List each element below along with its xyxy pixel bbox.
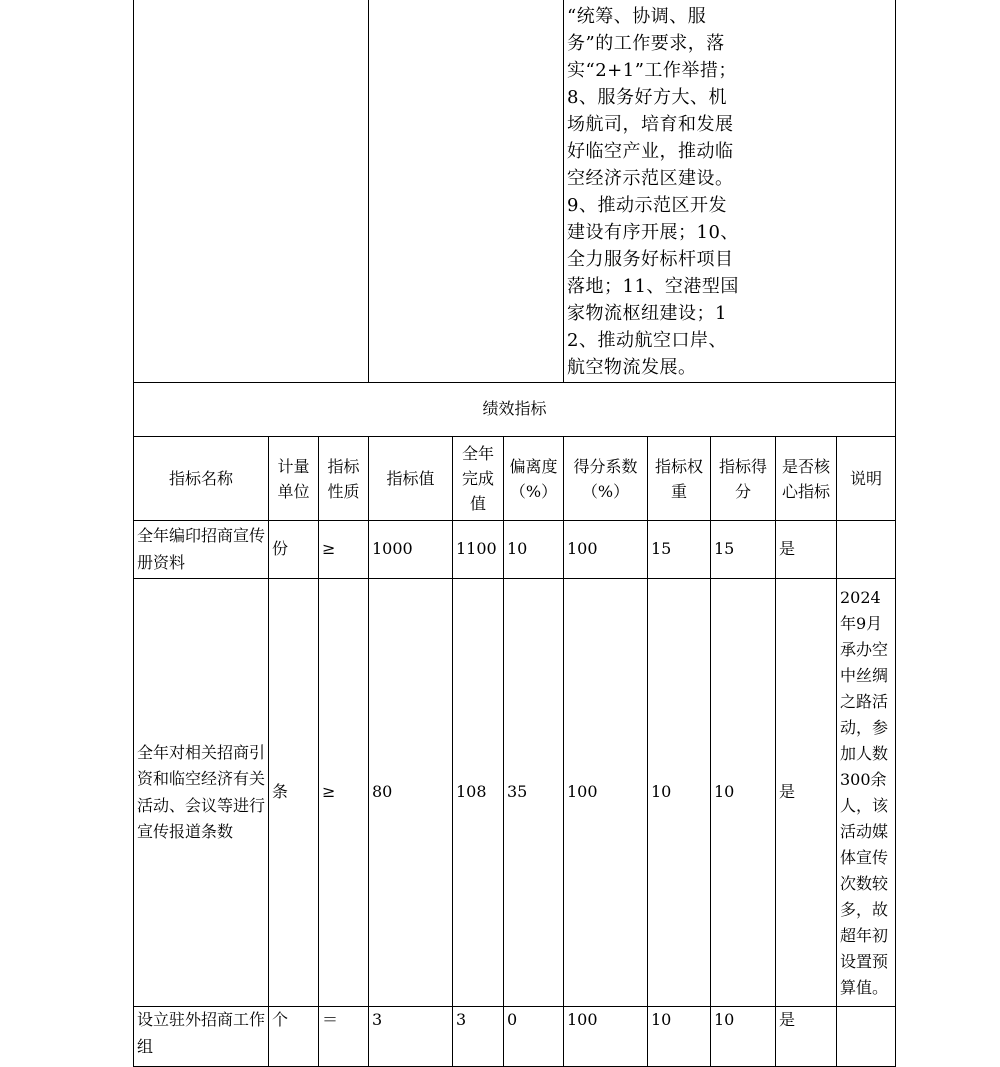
header-name: 指标名称 [134,437,269,521]
performance-table [133,0,896,1067]
section-title: 绩效指标 [134,383,896,437]
cell-score: 10 [711,1007,776,1067]
cell-coefficient: 100 [564,1007,648,1067]
header-row [134,437,896,521]
note-text: 2024年9月承办空中丝绸之路活动，参加人数300余人，该活动媒体宣传次数较多，故超年初设置预算值。 [840,587,889,997]
header-target: 指标值 [369,437,453,521]
header-actual: 全年完成值 [453,437,504,521]
cell-score: 10 [711,579,776,1007]
top-row-cell-2 [369,0,564,383]
cell-weight: 10 [648,1007,711,1067]
table-row [134,579,896,1007]
header-unit: 计量单位 [269,437,319,521]
cell-weight: 15 [648,521,711,579]
cell-core: 是 [776,1007,837,1067]
cell-unit: 份 [269,521,319,579]
header-deviation: 偏离度（%） [504,437,564,521]
cell-note [837,521,896,579]
cell-core: 是 [776,579,837,1007]
cell-score: 15 [711,521,776,579]
cell-name: 全年对相关招商引资和临空经济有关活动、会议等进行宣传报道条数 [134,579,269,1007]
cell-name: 全年编印招商宣传册资料 [134,521,269,579]
header-core: 是否核心指标 [776,437,837,521]
header-coefficient: 得分系数（%） [564,437,648,521]
cell-note [837,1007,896,1067]
top-row-text: “统筹、协调、服务”的工作要求，落实“2+1”工作举措；8、服务好方大、机场航司，培育和发展好临空产业，推动临空经济示范区建设。9、推动示范区开发建设有序开展；10、全力服务好标杆项目落地；11、空港型国家物流枢纽建设；12、推动航空口岸、航空物流发展。 [567,5,739,378]
cell-unit: 条 [269,579,319,1007]
header-weight: 指标权重 [648,437,711,521]
cell-nature: ≥ [319,579,369,1007]
cell-deviation: 35 [504,579,564,1007]
cell-actual: 108 [453,579,504,1007]
cell-actual: 3 [453,1007,504,1067]
header-score: 指标得分 [711,437,776,521]
cell-coefficient: 100 [564,521,648,579]
table-row [134,521,896,579]
performance-table-sheet [133,0,896,1067]
cell-target: 1000 [369,521,453,579]
cell-name: 设立驻外招商工作组 [134,1007,269,1067]
cell-actual: 1100 [453,521,504,579]
table-row [134,1007,896,1067]
cell-deviation: 0 [504,1007,564,1067]
header-nature: 指标性质 [319,437,369,521]
cell-nature: ≥ [319,521,369,579]
cell-weight: 10 [648,579,711,1007]
cell-target: 3 [369,1007,453,1067]
header-note: 说明 [837,437,896,521]
section-title-row [134,383,896,437]
top-row [134,0,896,383]
cell-note [837,579,896,1007]
cell-nature: ＝ [319,1007,369,1067]
cell-coefficient: 100 [564,579,648,1007]
cell-target: 80 [369,579,453,1007]
top-row-cell-3 [564,0,896,383]
cell-unit: 个 [269,1007,319,1067]
cell-core: 是 [776,521,837,579]
top-row-cell-1 [134,0,369,383]
cell-deviation: 10 [504,521,564,579]
